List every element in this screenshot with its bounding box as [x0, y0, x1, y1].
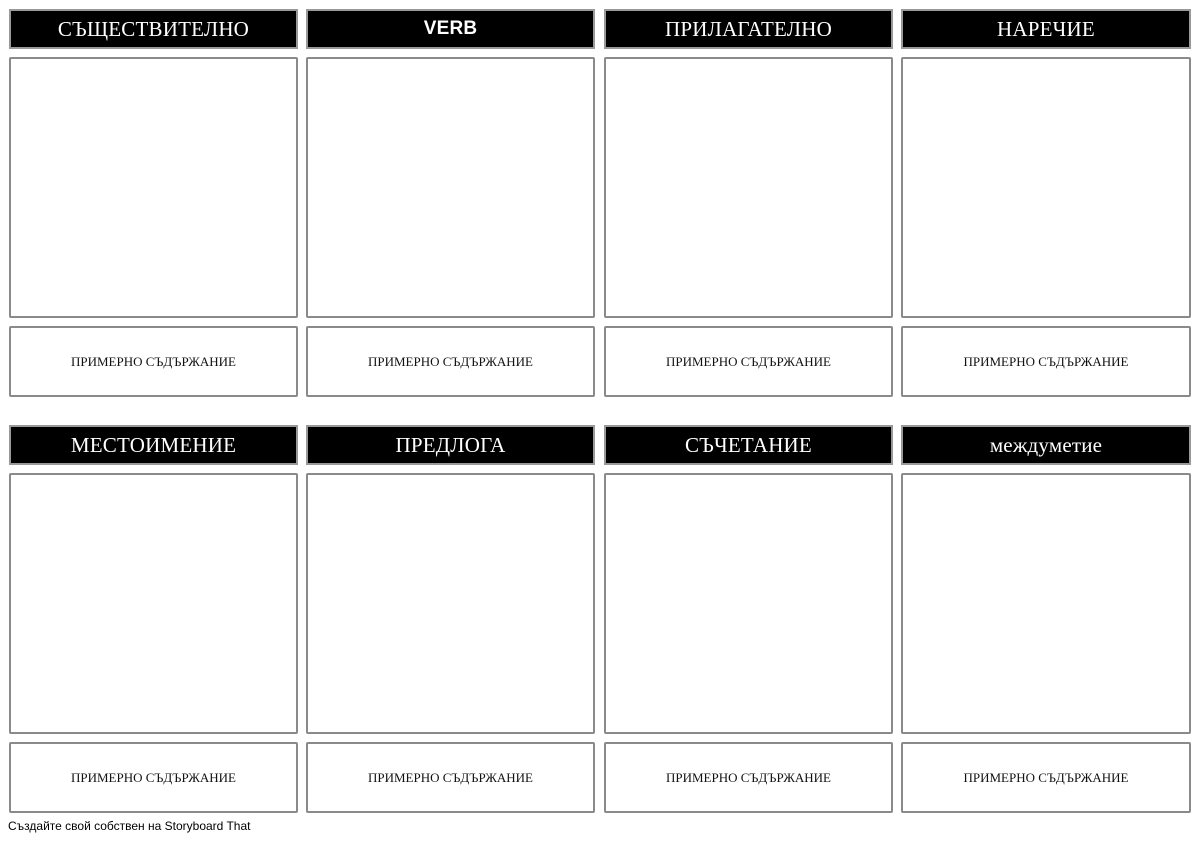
header-verb: VERB: [306, 9, 595, 49]
header-adjective: ПРИЛАГАТЕЛНО: [604, 9, 893, 49]
footer-credit-link[interactable]: Създайте свой собствен на Storyboard That: [8, 819, 251, 833]
caption-text: ПРИМЕРНО СЪДЪРЖАНИЕ: [665, 769, 831, 785]
caption-text: ПРИМЕРНО СЪДЪРЖАНИЕ: [963, 353, 1129, 369]
caption-box-adjective[interactable]: [604, 326, 893, 397]
header-noun: СЪЩЕСТВИТЕЛНО: [9, 9, 298, 49]
caption-text: ПРИМЕРНО СЪДЪРЖАНИЕ: [70, 353, 236, 369]
header-adverb: НАРЕЧИЕ: [901, 9, 1191, 49]
caption-box-preposition[interactable]: [306, 742, 595, 813]
caption-box-conjunction[interactable]: [604, 742, 893, 813]
caption-text: ПРИМЕРНО СЪДЪРЖАНИЕ: [665, 353, 831, 369]
image-box-interjection[interactable]: [901, 473, 1191, 734]
caption-text: ПРИМЕРНО СЪДЪРЖАНИЕ: [70, 769, 236, 785]
image-box-verb[interactable]: [306, 57, 595, 318]
caption-text: ПРИМЕРНО СЪДЪРЖАНИЕ: [367, 353, 533, 369]
caption-box-pronoun[interactable]: [9, 742, 298, 813]
caption-text: ПРИМЕРНО СЪДЪРЖАНИЕ: [963, 769, 1129, 785]
image-box-preposition[interactable]: [306, 473, 595, 734]
header-conjunction: СЪЧЕТАНИЕ: [604, 425, 893, 465]
caption-box-interjection[interactable]: [901, 742, 1191, 813]
caption-box-adverb[interactable]: [901, 326, 1191, 397]
caption-box-noun[interactable]: [9, 326, 298, 397]
image-box-adjective[interactable]: [604, 57, 893, 318]
header-preposition: ПРЕДЛОГА: [306, 425, 595, 465]
header-interjection: междуметие: [901, 425, 1191, 465]
image-box-conjunction[interactable]: [604, 473, 893, 734]
header-pronoun: МЕСТОИМЕНИЕ: [9, 425, 298, 465]
image-box-pronoun[interactable]: [9, 473, 298, 734]
caption-text: ПРИМЕРНО СЪДЪРЖАНИЕ: [367, 769, 533, 785]
caption-box-verb[interactable]: [306, 326, 595, 397]
image-box-noun[interactable]: [9, 57, 298, 318]
image-box-adverb[interactable]: [901, 57, 1191, 318]
